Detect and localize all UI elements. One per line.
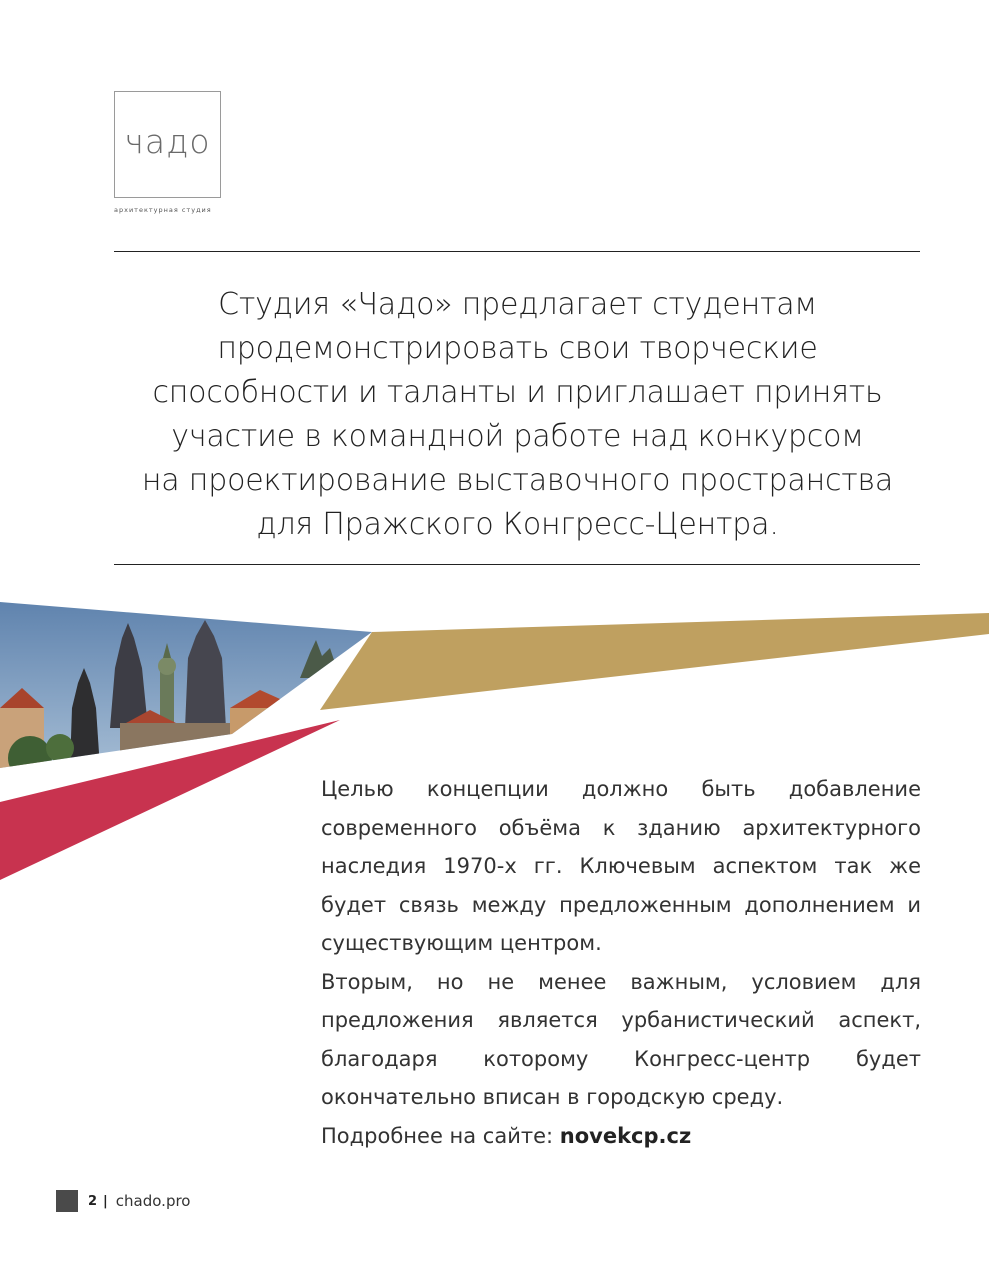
footer-site: chado.pro (115, 1192, 191, 1210)
body-paragraph-1: Целью концепции должно быть добавление современного объёма к зданию архитектурного наследия 1970-х гг. Ключевым аспектом так же будет связь между предложенным дополнением и существующим центром. (321, 777, 921, 955)
body-text (321, 770, 921, 1155)
logo-subtitle: архитектурная студия (114, 206, 212, 214)
body-paragraph-2: Вторым, но не менее важным, условием для предложения является урбанистический аспект, благодаря которому Конгресс-центр будет окончательно вписан в городскую среду. (321, 969, 921, 1109)
more-info-label: Подробнее на сайте: (321, 1123, 560, 1148)
prague-photo (0, 598, 380, 780)
headline-line: участие в командной работе над конкурсом (171, 419, 864, 454)
site-link[interactable]: novekcp.cz (559, 1123, 692, 1148)
top-divider (114, 251, 920, 252)
footer-separator: | (103, 1193, 108, 1209)
headline-line: для Пражского Конгресс-Центра. (256, 507, 779, 542)
headline-line: продемонстрировать свои творческие (217, 331, 818, 366)
footer-square (56, 1190, 78, 1212)
studio-logo (114, 91, 221, 198)
logo-word: чадо (124, 122, 211, 161)
page-number: 2 (88, 1193, 98, 1209)
gold-stripe (320, 613, 989, 710)
footer (56, 1190, 190, 1212)
headline-line: способности и таланты и приглашает принять (152, 375, 883, 410)
more-info (321, 1117, 921, 1156)
headline-line: на проектирование выставочного пространства (141, 463, 894, 498)
bottom-divider (114, 564, 920, 565)
headline (110, 283, 925, 547)
headline-line: Студия «Чадо» предлагает студентам (218, 287, 817, 322)
